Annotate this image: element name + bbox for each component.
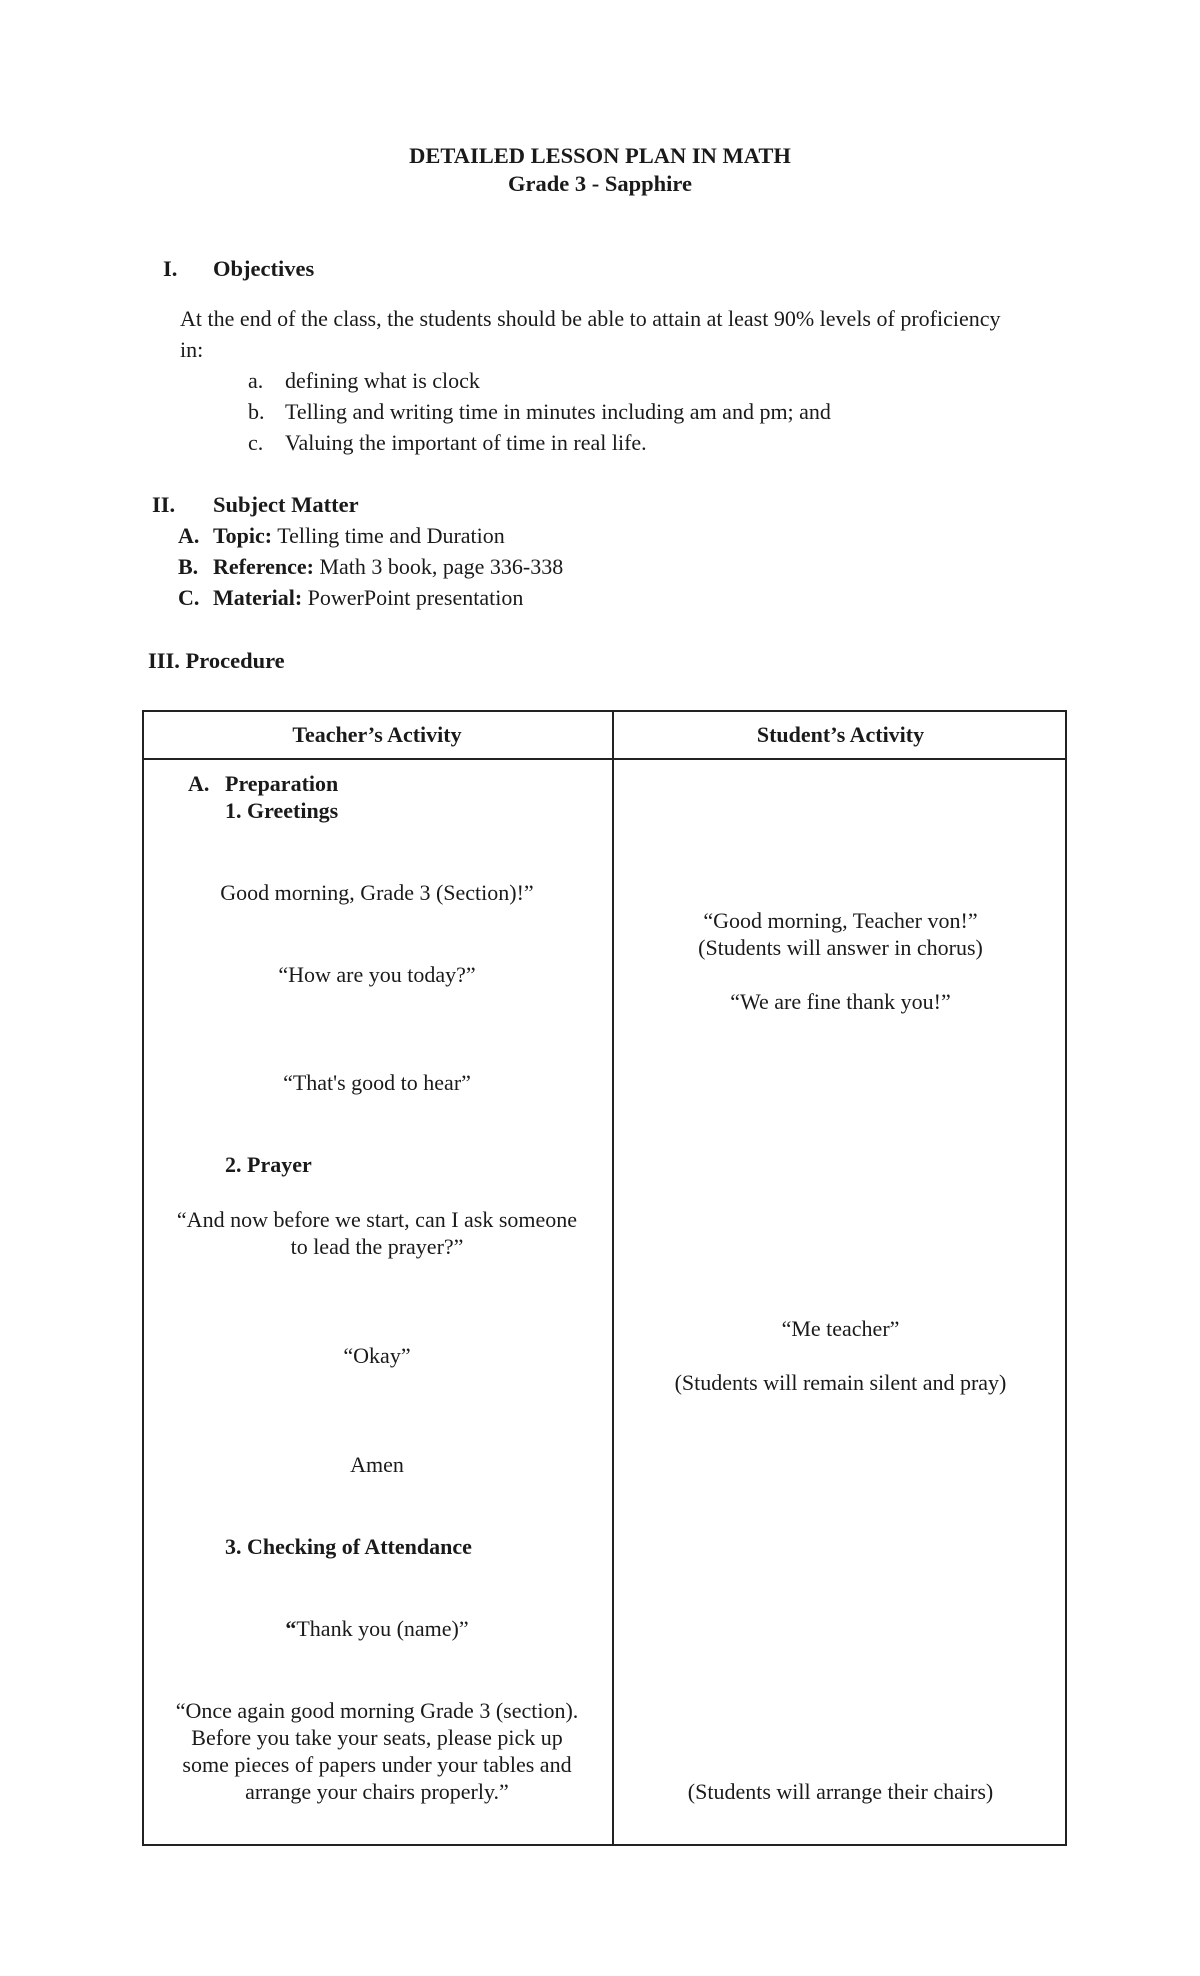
table-column-divider (612, 710, 614, 1846)
student-arrange-chairs: (Students will arrange their chairs) (687, 1779, 994, 1804)
subject-label: Topic: (213, 523, 273, 548)
subject-matter-number: II. (152, 492, 176, 517)
teacher-okay: “Okay” (343, 1343, 411, 1368)
objectives-heading: Objectives (213, 256, 315, 281)
column-header-student: Student’s Activity (756, 722, 925, 747)
thank-you-text: Thank you (name)” (296, 1616, 469, 1641)
objective-item: Valuing the important of time in real life. (285, 430, 647, 455)
column-header-teacher: Teacher’s Activity (292, 722, 462, 747)
greetings-heading: 1. Greetings (225, 798, 339, 823)
subject-label: Material: (213, 585, 303, 610)
teacher-amen: Amen (350, 1452, 404, 1477)
student-greeting: “Good morning, Teacher von!” (703, 908, 978, 933)
subject-marker: C. (178, 585, 200, 610)
objective-item: defining what is clock (285, 368, 480, 393)
teacher-instructions-cont: Before you take your seats, please pick up (191, 1725, 563, 1750)
teacher-good-to-hear: “That's good to hear” (283, 1070, 471, 1095)
document-title: DETAILED LESSON PLAN IN MATH (409, 143, 791, 168)
subject-marker: B. (178, 554, 199, 579)
student-fine: “We are fine thank you!” (730, 989, 951, 1014)
teacher-instructions-cont: some pieces of papers under your tables and (182, 1752, 572, 1777)
student-pray: (Students will remain silent and pray) (674, 1370, 1007, 1395)
objective-marker: a. (248, 368, 264, 393)
attendance-heading: 3. Checking of Attendance (225, 1534, 472, 1559)
objective-item: Telling and writing time in minutes including am and pm; and (285, 399, 831, 424)
section-marker: A. (188, 771, 210, 796)
section-preparation: Preparation (225, 771, 339, 796)
subject-item-topic (213, 523, 505, 549)
objective-marker: c. (248, 430, 264, 455)
teacher-prayer-request-cont: to lead the prayer?” (290, 1234, 464, 1259)
teacher-instructions-cont: arrange your chairs properly.” (245, 1779, 509, 1804)
subject-item-reference (213, 554, 563, 580)
student-me-teacher: “Me teacher” (781, 1316, 900, 1341)
objectives-intro-cont: in: (180, 337, 204, 362)
subject-matter-heading: Subject Matter (213, 492, 359, 517)
subject-marker: A. (178, 523, 200, 548)
open-quote: “ (285, 1616, 297, 1641)
objectives-intro: At the end of the class, the students should be able to attain at least 90% levels of proficiency (180, 306, 1001, 331)
teacher-prayer-request: “And now before we start, can I ask someone (176, 1207, 578, 1232)
table-header-divider (142, 758, 1067, 760)
prayer-heading: 2. Prayer (225, 1152, 312, 1177)
teacher-instructions: “Once again good morning Grade 3 (section). (175, 1698, 579, 1723)
procedure-heading: III. Procedure (148, 648, 285, 673)
subject-item-material (213, 585, 523, 611)
document-subtitle: Grade 3 - Sapphire (508, 171, 692, 196)
subject-value: PowerPoint presentation (302, 585, 524, 610)
student-greeting-note: (Students will answer in chorus) (698, 935, 983, 960)
teacher-greeting: Good morning, Grade 3 (Section)!” (220, 880, 534, 905)
objectives-number: I. (163, 256, 178, 281)
teacher-thank-you (142, 1616, 612, 1642)
teacher-how-are-you: “How are you today?” (278, 962, 476, 987)
subject-label: Reference: (213, 554, 314, 579)
objective-marker: b. (248, 399, 265, 424)
subject-value: Telling time and Duration (272, 523, 505, 548)
subject-value: Math 3 book, page 336-338 (313, 554, 564, 579)
